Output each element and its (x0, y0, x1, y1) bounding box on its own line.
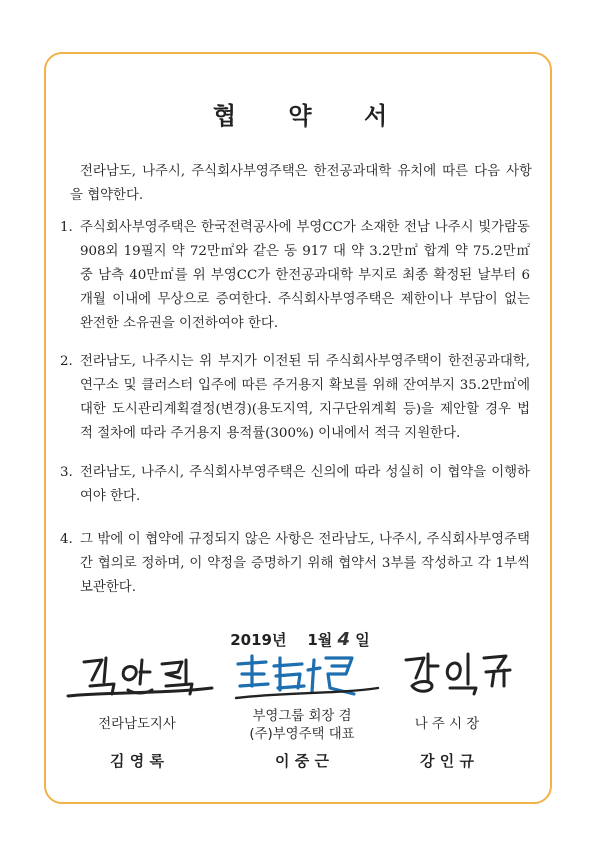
clause-text: 그 밖에 이 협약에 규정되지 않은 사항은 전라남도, 나주시, 주식회사부영주택 간 협의로 정하며, 이 약정을 증명하기 위해 협약서 3부를 작성하고 각 1부씩 보관한다. (80, 532, 530, 595)
date-month: 1월 (307, 631, 333, 649)
clause-text: 전라남도, 나주시, 주식회사부영주택은 신의에 따라 성실히 이 협약을 이행하여야 한다. (80, 465, 530, 504)
clause-1 (60, 216, 530, 336)
signature-kang-in-kyu (398, 646, 528, 698)
date-day-handwritten: 4 (337, 629, 351, 650)
signatory-role: 전라남도지사 (98, 717, 176, 732)
signature-lee-joong-keun (228, 648, 388, 704)
signatory-name: 이 중 근 (275, 752, 329, 770)
document-title: 협 약 서 (212, 101, 410, 130)
clause-text: 전라남도, 나주시는 위 부지가 이전된 뒤 주식회사부영주택이 한전공과대학, 연구소 및 클러스터 입주에 따른 주거용지 확보를 위해 잔여부지 35.2만㎡에 대한 도시관리계획결정(변경)(용도지역, 지구단위계획 등)을 제안할 경우 법적 절차에 따라 주거용지 용적률(300%) 이내에서 적극 지원한다. (80, 354, 530, 441)
signature-kim-young-rok (62, 650, 222, 700)
signatory-role: 나 주 시 장 (414, 717, 480, 732)
clause-number: 1. (60, 220, 73, 235)
signatory-name: 강 인 규 (420, 752, 474, 770)
signatory-role: 부영그룹 회장 겸 (주)부영주택 대표 (249, 709, 355, 742)
signatory-name: 김 영 록 (110, 752, 164, 770)
clause-text: 주식회사부영주택은 한국전력공사에 부영CC가 소재한 전남 나주시 빛가람동 908외 19필지 약 72만㎡와 같은 동 917 대 약 3.2만㎡ 합계 약 75.2만㎡ 중 남측 40만㎡를 위 부영CC가 한전공과대학 부지로 최종 확정된 날부터 6개월 이내에 무상으로 증여한다. 주식회사부영주택은 제한이나 부담이 없는 완전한 소유권을 이전하여야 한다. (80, 220, 530, 331)
clause-number: 3. (60, 465, 73, 480)
date-year: 2019년 (230, 631, 287, 649)
clause-number: 4. (60, 532, 73, 547)
clause-3 (60, 461, 530, 509)
date-day-suffix: 일 (355, 631, 370, 649)
clause-2 (60, 350, 530, 446)
clause-number: 2. (60, 354, 73, 369)
intro-paragraph: 전라남도, 나주시, 주식회사부영주택은 한전공과대학 유치에 따른 다음 사항을 협약한다. (70, 164, 532, 203)
clause-4 (60, 528, 530, 600)
